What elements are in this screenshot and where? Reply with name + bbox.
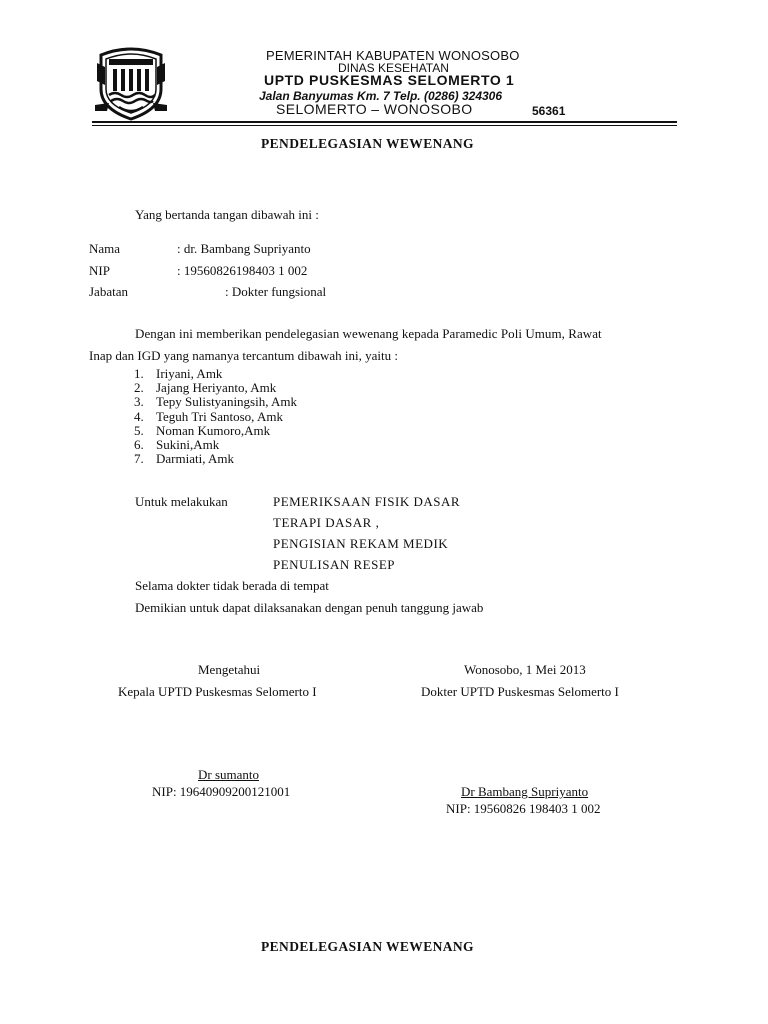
next-page-title: PENDELEGASIAN WEWENANG bbox=[261, 939, 474, 954]
list-item-number: 2. bbox=[134, 380, 144, 396]
field-nip-label: NIP bbox=[89, 263, 110, 278]
list-item bbox=[134, 367, 297, 381]
letterhead-department: DINAS KESEHATAN bbox=[338, 61, 449, 75]
list-item-name: Tepy Sulistyaningsih, Amk bbox=[156, 394, 298, 410]
list-item-name: Noman Kumoro,Amk bbox=[156, 422, 271, 438]
signature-left-role: Kepala UPTD Puskesmas Selomerto I bbox=[118, 684, 317, 699]
signature-left-nip: NIP: 19640909200121001 bbox=[152, 784, 291, 799]
list-item bbox=[134, 424, 297, 438]
letterhead-postal-code: 56361 bbox=[532, 104, 566, 118]
list-item-number: 4. bbox=[134, 408, 144, 424]
delegation-paragraph-line-2: Inap dan IGD yang namanya tercantum dibawah ini, yaitu : bbox=[89, 348, 399, 363]
list-item-number: 7. bbox=[134, 451, 144, 467]
list-item-name: Sukini,Amk bbox=[156, 436, 220, 452]
closing-line-2: Demikian untuk dapat dilaksanakan dengan penuh tanggung jawab bbox=[135, 600, 484, 615]
task-item: PENGISIAN REKAM MEDIK bbox=[273, 536, 449, 551]
list-item bbox=[134, 438, 297, 452]
list-item-number: 1. bbox=[134, 366, 144, 381]
signature-left-heading: Mengetahui bbox=[198, 662, 261, 677]
regency-emblem-icon bbox=[95, 45, 167, 121]
task-item: PENULISAN RESEP bbox=[273, 557, 395, 572]
signature-right-place-date: Wonosobo, 1 Mei 2013 bbox=[464, 662, 586, 677]
letterhead-rule-thick bbox=[92, 121, 677, 123]
list-item-number: 6. bbox=[134, 436, 144, 452]
closing-line-1: Selama dokter tidak berada di tempat bbox=[135, 578, 329, 593]
signature-left-name: Dr sumanto bbox=[198, 767, 260, 782]
intro-text: Yang bertanda tangan dibawah ini : bbox=[135, 207, 319, 222]
list-item bbox=[134, 381, 297, 395]
signature-right-role: Dokter UPTD Puskesmas Selomerto I bbox=[421, 684, 619, 699]
list-item-name: Iriyani, Amk bbox=[156, 366, 223, 381]
field-name-value: : dr. Bambang Supriyanto bbox=[177, 241, 311, 256]
tasks-label: Untuk melakukan bbox=[135, 494, 228, 509]
list-item-name: Darmiati, Amk bbox=[156, 451, 234, 467]
task-item: TERAPI DASAR , bbox=[273, 515, 380, 530]
letterhead-address: Jalan Banyumas Km. 7 Telp. (0286) 324306 bbox=[259, 89, 503, 103]
list-item bbox=[134, 452, 297, 466]
list-item bbox=[134, 395, 297, 409]
task-item: PEMERIKSAAN FISIK DASAR bbox=[273, 494, 461, 509]
list-item-name: Teguh Tri Santoso, Amk bbox=[156, 408, 283, 424]
letterhead-city: SELOMERTO – WONOSOBO bbox=[276, 101, 473, 117]
list-item bbox=[134, 410, 297, 424]
field-nip-value: : 19560826198403 1 002 bbox=[177, 263, 308, 278]
document-title: PENDELEGASIAN WEWENANG bbox=[261, 136, 474, 151]
field-position-label: Jabatan bbox=[89, 284, 128, 299]
letterhead-institution: UPTD PUSKESMAS SELOMERTO 1 bbox=[264, 72, 515, 88]
delegation-paragraph-line-1: Dengan ini memberikan pendelegasian wewenang kepada Paramedic Poli Umum, Rawat bbox=[135, 326, 602, 341]
list-item-number: 5. bbox=[134, 422, 144, 438]
signature-right-nip: NIP: 19560826 198403 1 002 bbox=[446, 801, 601, 816]
list-item-number: 3. bbox=[134, 394, 144, 410]
signature-right-name: Dr Bambang Supriyanto bbox=[461, 784, 589, 799]
field-name-label: Nama bbox=[89, 241, 121, 256]
staff-list bbox=[134, 367, 297, 466]
letterhead-government: PEMERINTAH KABUPATEN WONOSOBO bbox=[266, 48, 520, 63]
letterhead-rule-thin bbox=[92, 125, 677, 126]
field-position-value: : Dokter fungsional bbox=[225, 284, 327, 299]
list-item-name: Jajang Heriyanto, Amk bbox=[156, 380, 277, 396]
